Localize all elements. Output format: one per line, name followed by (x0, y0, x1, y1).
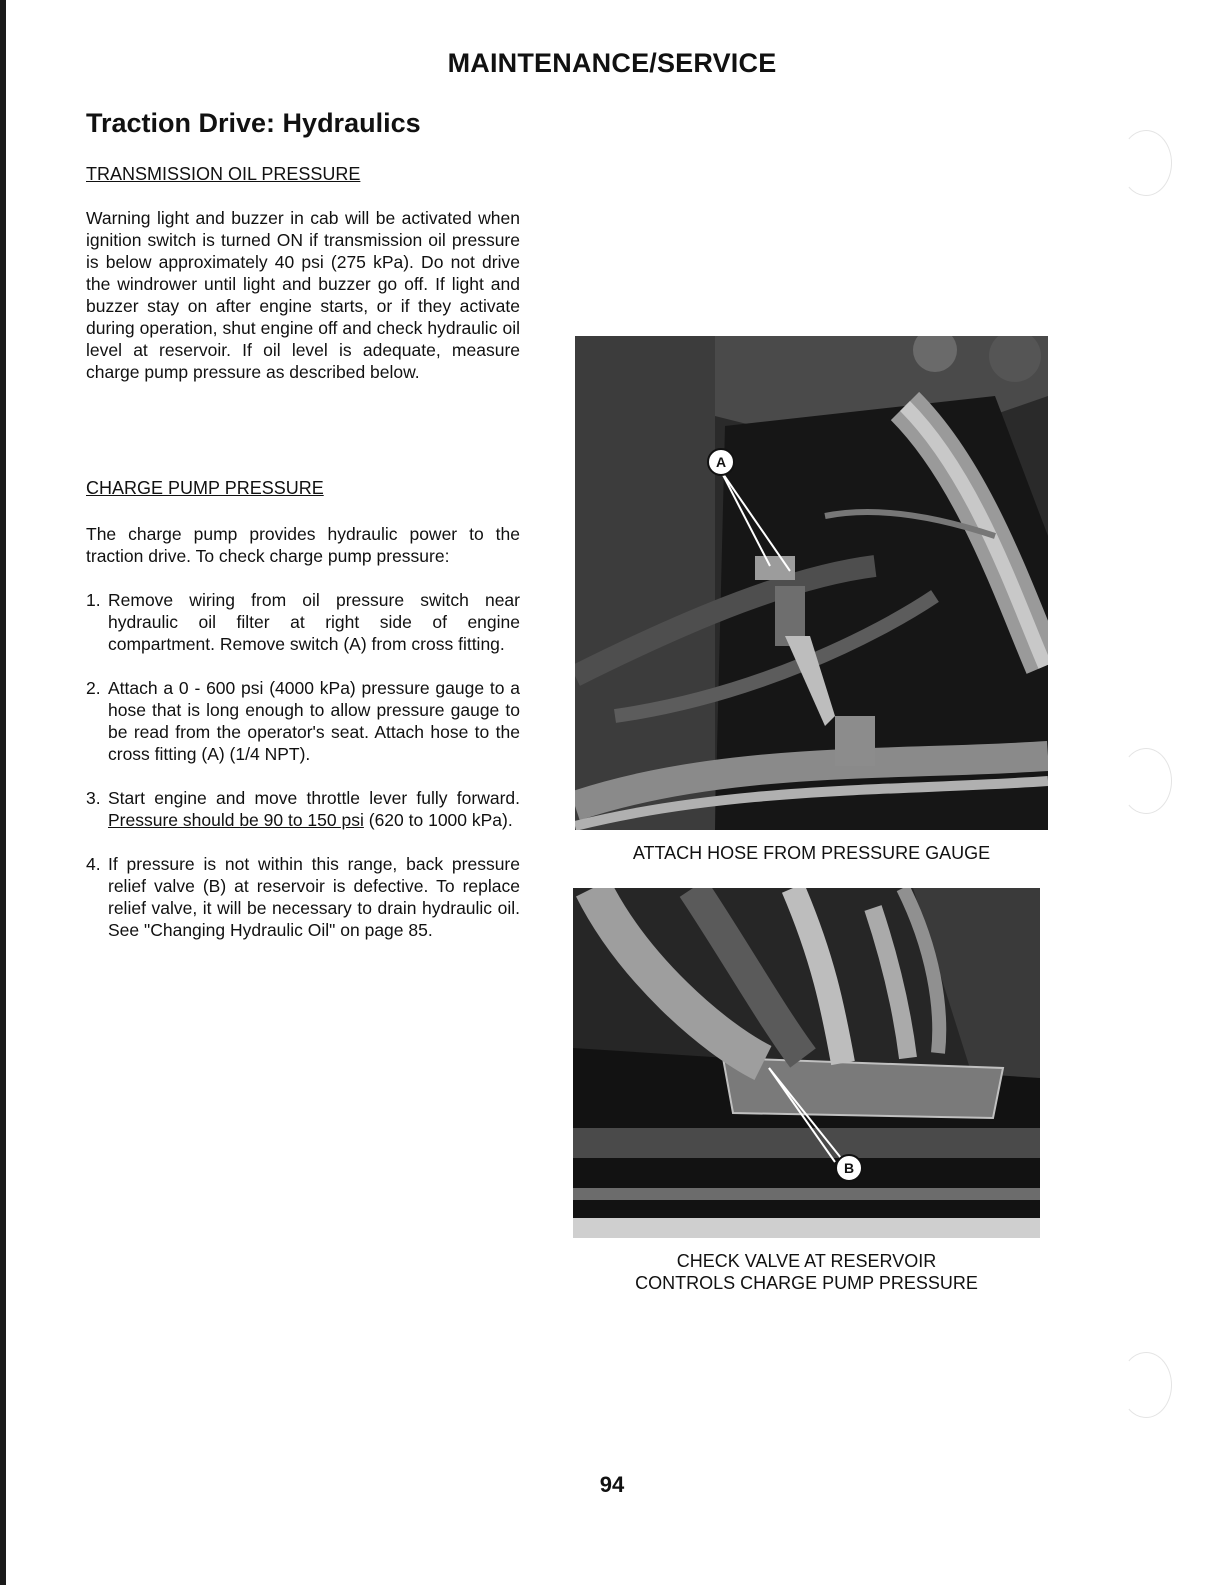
page-number: 94 (599, 1472, 625, 1497)
valve-photo-illustration (573, 888, 1040, 1238)
punch-hole (1120, 130, 1172, 196)
page-header: MAINTENANCE/SERVICE (447, 48, 777, 78)
charge-pump-intro: The charge pump provides hydraulic power to the traction drive. To check charge pump pressure: (86, 524, 520, 566)
procedure-steps (86, 589, 520, 941)
transmission-paragraph: Warning light and buzzer in cab will be activated when ignition switch is turned ON if transmission oil pressure is below approximately 40 psi (275 kPa). Do not drive the windrower until light and buzzer go off. If light and buzzer stay on after engine starts, or if they activate during operation, shut engine off and check hydraulic oil level at reservoir. If oil level is adequate, measure charge pump pressure as described below. (86, 208, 520, 382)
figure-2-caption-line-2: CONTROLS CHARGE PUMP PRESSURE (635, 1273, 978, 1293)
charge-pump-heading: CHARGE PUMP PRESSURE (86, 478, 324, 498)
page-edge (0, 0, 6, 1585)
figure-valve-photo (573, 888, 1040, 1238)
transmission-heading: TRANSMISSION OIL PRESSURE (86, 164, 361, 184)
figure-2-caption (573, 1250, 1040, 1294)
punch-hole (1120, 748, 1172, 814)
step-item: 3. Start engine and move throttle lever fully forward. Pressure should be 90 to 150 psi (620 to 1000 kPa). (86, 788, 520, 830)
figure-1-caption: ATTACH HOSE FROM PRESSURE GAUGE (632, 843, 991, 863)
step-item: 4. If pressure is not within this range, back pressure relief valve (B) at reservoir is defective. To replace relief valve, it will be necessary to drain hydraulic oil. See "Changing Hydraulic Oil" on page 85. (86, 854, 520, 940)
transmission-section (86, 164, 520, 383)
charge-pump-section (86, 478, 520, 941)
callout-b: B (843, 1160, 855, 1176)
callout-a: A (715, 454, 727, 470)
hose-photo-illustration (575, 336, 1048, 830)
pressure-spec: Pressure should be 90 to 150 psi (108, 810, 364, 830)
figure-hose-photo (575, 336, 1048, 830)
punch-hole (1120, 1352, 1172, 1418)
step-item: 2. Attach a 0 - 600 psi (4000 kPa) pressure gauge to a hose that is long enough to allow pressure gauge to be read from the operator's seat. Attach hose to the cross fitting (A) (1/4 NPT). (86, 678, 520, 764)
section-title: Traction Drive: Hydraulics (86, 108, 421, 138)
figure-2-caption-line-1: CHECK VALVE AT RESERVOIR (676, 1251, 937, 1271)
step-item: 1. Remove wiring from oil pressure switch near hydraulic oil filter at right side of engine compartment. Remove switch (A) from cross fitting. (86, 590, 520, 654)
